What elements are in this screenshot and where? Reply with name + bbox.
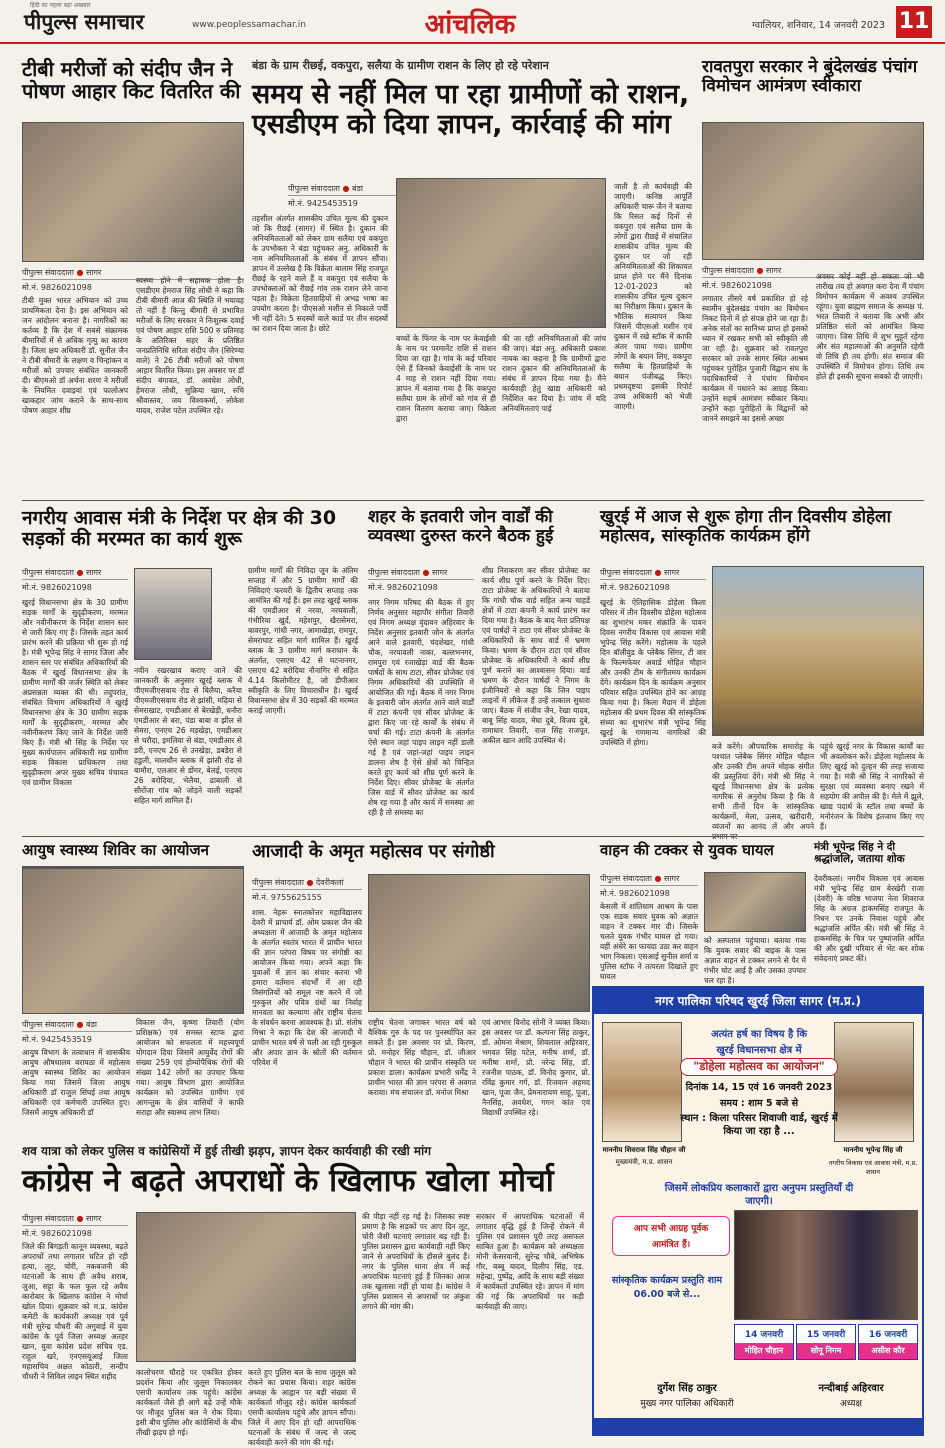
body-col-2: बच्चों के फिंगर के नाम पर केवाईसी के नाम पर परमानेंट राशि से राशन दिया जा रहा है। गांव के कई परिवार ऐसे हैं जिनको केवाईसी के नाम पर 4 माह से राशन नहीं दिया गया। ज्ञापन में बताया गया है कि वकपुरा सलैया ग्राम के लोगों को गांव से ही राशन वितरण कराया जाए। विक्रेता द्वारा: [396, 334, 496, 423]
program-time: सांस्कृतिक कार्यक्रम प्रस्तुति शाम 06.00 बजे से...: [611, 1275, 723, 1300]
body-col-1: नगर निगम परिषद की बैठक में हुए निर्णय अनुसार महापौर संगीता तिवारी एवं निगम अध्यक्ष वृंदावन अहिरवार के निर्देश अनुसार इतवारी जोन के अंतर्गत आने वाले इतवारी, चंदशेखर, गांधी चौक, नरयावली नाका, बल्लभनगर, रामपुरा एवं रजाखेड़ा वार्ड की बैठक पार्षदों के साथ टाटा, सीवर प्रोजेक्ट एवं निगम अधिकारियों की उपस्थिति में आयोजित की गई। बैठक में नगर निगम के इतवारी जोन अंतर्गत आने वाले वार्डों में टाटा कंपनी एवं सीवर प्रोजेक्ट के द्वारा किए जा रहे कार्यों के संबंध में चर्चा की गई। टाटा कंपनी के अंतर्गत ऐसे स्थान जहां पाइप लाइन नहीं डाली गई है एवं जहां-जहां पाइप लाइन डालना शेष है ऐसे क्षेत्रों को चिन्हित करते हुए कार्य को शीघ्र पूर्ण करने के निर्देश दिए। सीवर प्रोजेक्ट के अंतर्गत जिस वार्ड में सीवर प्रोजेक्ट का कार्य शेष रह गया है और कार्य में समस्या आ रही है तो समस्या का: [368, 598, 474, 817]
photo-dohela-fort: [712, 566, 924, 736]
ad-footer-bar: [594, 1418, 922, 1434]
byline-name: पीपुल्स संवाददाता: [22, 1020, 74, 1029]
invite-line-1: अत्यंत हर्ष का विषय है कि: [710, 1029, 808, 1040]
photo-seminar: [368, 874, 590, 1012]
photo-injured-youth: [704, 872, 806, 932]
byline-name: पीपुल्स संवाददाता: [600, 568, 652, 577]
body-col-3: ग्रामीण मार्गों की निविदा जून के अंतिम सप्ताह में और 5 ग्रामीण मार्गों की निविदाएं फरवरी के द्वितीय सप्ताह तक आमंत्रित की गई हैं। इस तरह खुरई ब्लाक की एमडीआर से नरवा, नरयवाली, गंभीरिया खुर्द, महेशपुर, खैरासेमरा, बावरपुर, गांधी नगर, आमाखेड़ा, रामपुर, सेमराघाट सहित मार्ग शामिल हैं। खुरई ब्लाक के 3 ग्रामीण मार्ग कराधान के अंतर्गत, एसएच 42 से घटनानगर, एसएच 42 बरोदिया नौनागिर से सहित 4.14 किलोमीटर है, जो डीपीआर स्वीकृति के लिए विचाराधीन है। खुरई विधानसभा क्षेत्र में 30 सड़कों की मरम्मत कराई जाएगी।: [248, 566, 359, 715]
body-col-4: की पीड़ा नहीं रह गई है। जिसका स्पष्ट प्रमाण है कि सड़कों पर आए दिन लूट, चोरी जैसी घटनाएं लगातार बढ़ रही हैं। पुलिस प्रशासन द्वारा कार्यवाही नहीं किए जाने से अपराधियों के हौसले बुलंद हैं। नगर के पुलिस थाना क्षेत्र में कई अपराधिक घटनाएं हुई हैं जिनका आज तक खुलासा नहीं हो पाया है। कांग्रेस ने पुलिस प्रशासन से अपराधों पर अंकुश लगाने की मांग की।: [362, 1212, 470, 1311]
ad-header: नगर पालिका परिषद खुरई जिला सागर (म.प्र.): [594, 988, 922, 1014]
byline: पीपुल्स संवाददाता ● सागर: [368, 566, 474, 580]
officer-name: दुर्गेश सिंह ठाकुर: [657, 1383, 717, 1394]
byline-name: पीपुल्स संवाददाता: [22, 568, 74, 577]
mobile: मो.नं. 9425453519: [22, 1035, 92, 1044]
body-col-1: तहसील अंतर्गत शासकीय उचित मूल्य की दुकान जो कि रीछई (सागर) में स्थित है। दुकान की अनियमितताओं को लेकर ग्राम सलैया एवं वकपुरा के उपभोक्ता ने बंडा पहुंचकर अनु. अधिकारी के नाम अनियमितताओं के संबंध में ज्ञापन सौंपा। ज्ञापन में उल्लेख है कि विक्रेता बालाम सिंह राजपूत रीछई के रहने वाले हैं व वकपुरा एवं सलैया के उपभोक्ताओं को रीछई गांव तक राशन लेने जाना पड़ता है। विक्रेता हितग्राहियों से अभद्र भाषा का उपयोग करता है। पीएसओ मशीन से निकाले पर्ची भी नहीं देते। 5 सदस्यों वाले कार्ड पर तीन सदस्यों का राशन दिया जाता है। छोटे: [252, 214, 388, 333]
body-col-2: स्वस्थ्य होने में सहायक होता है। एसडीएम हेमराज सिंह लोधी ने कहा कि टीबी बीमारी आज की स्थिति में भयावह तो नहीं है किन्तु बीमारी से प्रभावित मरीजों के लिए सरकार ने निःशुल्क दवाई एवं पोषण आहार राशि 500 रु प्रतिमाह के अतिरिक्त सहर के प्रतिष्ठित जनप्रतिनिधि सरिता संदीप जैन (सिरेण्या वाले) ने 26 टीबी मरीजों को पोषण आहार वितरित किया। इस अवसर पर डॉ संदीप बंगावत, डॉ. अवधेश लोधी, हेमराज लोधी, सुक्रिया खान, रुचि श्रीवास्तव, जय विश्वकर्मा, लोकेश यादव, राजेश पटेल उपस्थित रहे।: [136, 276, 244, 415]
byline: पीपुल्स संवाददाता ● देवरीकलां: [252, 876, 362, 890]
headline: टीबी मरीजों को संदीप जैन ने पोषण आहार किट वितरित की: [22, 57, 241, 104]
event-time: समय : शाम 5 बजे से: [719, 1098, 799, 1109]
body-col-1: टीबी मुक्त भारत अभियान को उच्च प्राथमिकता देना है। इस अभियान को जन आंदोलन बनाना है। नागरिकों का कर्तव्य है कि देश में सबसे संक्रामक बीमारियों में से अधिक गृत्यु का कारण है। जिला क्षय अधिकारी डॉ. सुनील जैन ने टीबी बीमारी के लक्षण व चिन्हांकन व मरीजों को उपचार संबंधित जानकारी दी। बीएमओ डॉ अर्चना शरण ने मरीजों के नियमित दवाइयां एवं फालोअप खाकहार जांच कराने के साथ-साथ पोषण आहार शीघ्र: [22, 296, 128, 415]
headline: नगरीय आवास मंत्री के निर्देश पर क्षेत्र की 30 सड़कों की मरम्मत का कार्य शुरू: [22, 507, 337, 551]
appeal-badge: [612, 1216, 730, 1256]
day-artist: असीस कौर: [859, 1343, 917, 1359]
body-col-1: केसली में शांतिधाम आश्रम के पास एक सडक सवार युवक को अज्ञात वाहन ने टक्कर मार दी। जिसके चलते युवक गंभीर घायल हो गया। वहीं अंधेरे का फायदा उठा कर वाहन भाग निकला। एसआई सुनील शर्मा व पुलिस स्टॉफ ने तत्परता दिखाते हुए घायल: [600, 902, 698, 981]
byline: पीपुल्स संवाददाता ● सागर: [22, 566, 128, 580]
body-col-2: अवसर कोई नहीं हो सकता जो भी तारीख तय हो अवगत करा देना मैं पंचांग विमोचन कार्यक्रम में अवश्य उपस्थित रहूंगा। युवा ब्राह्मण समाज के अध्यक्ष पं. भरत तिवारी ने बताया कि अभी और प्रतिष्ठित संतों को आमंत्रित किया जाएगा। जिस तिथि में शुभ मुहूर्त रहेगा और संत महात्माओं की अनुमति रहेगी वो तिथि ही तय होगी। संत समाज की उपस्थिति में विमोचन होगा। तिथि तय होते ही इसकी सूचना सबको दी जाएगी।: [816, 272, 924, 381]
brand-tag: हिंदी का पहला बड़ा अखबार: [30, 2, 91, 9]
byline-name: पीपुल्स संवाददाता: [600, 874, 652, 883]
body-col-5: सरकार में आपराधिक घटनाओं में लगातार वृद्धि हुई है जिन्हें रोकने में पुलिस एवं प्रशासन पूरी तरह असफल साबित हुआ है। कार्यक्रम को अध्यक्षता मोनी केसरवानी, सुरेन्द्र चौबे, अभिषेक गौर, बब्बू यादव, दिलीप सिंह, एड. महेन्द्रा, पुष्पेंद्र, आदि के साथ बड़ी संख्या में कार्यकर्ता उपस्थित रहे। ज्ञापन में मांग की गई कि अपराधियों पर कड़ी कार्यवाही की जाए।: [476, 1212, 584, 1311]
mobile: मो.नं. 9755625155: [252, 893, 322, 902]
president-title: अध्यक्ष: [840, 1399, 862, 1409]
day-artist: मोहित चौहान: [735, 1343, 793, 1359]
byline-name: पीपुल्स संवाददाता: [702, 266, 754, 275]
story-ration: [252, 58, 692, 498]
headline: रावतपुरा सरकार ने बुंदेलखंड पंचांग विमोचन आमंत्रण स्वीकारा: [702, 57, 918, 97]
event-title: "डोहेला महोत्सव का आयोजन": [680, 1058, 838, 1076]
body-col-3: एवं आभार विनोद सोनी ने व्यक्त किया। इस अवसर पर डॉ. कल्पना सिंह ठाकुर, डॉ. ओमना मेश्राम, शिवलाल अहिरवार, भगवत सिंह पटेल, मनीष शर्मा, डॉ. मनीषा शर्मा, प्रो. नरेन्द्र सिंह, डॉ. रजनीश पाठक, डॉ. विनोद कुमार, प्रो. रविंद्र कुमार गर्ग, डॉ. रिजवान अहमद खान, पूजा जैन, प्रेमनारायण साहू, पूजा, नैनसिंह, अवधेश, गगन कांत एवं विद्यार्थी उपस्थित रहे।: [482, 1018, 590, 1117]
byline-place: सागर: [432, 568, 448, 577]
day-date: 15 जनवरी: [806, 1330, 846, 1340]
divider: [22, 500, 924, 501]
mobile: मो.नं. 9425453519: [288, 199, 358, 208]
story-mahotsav: [600, 508, 924, 832]
brand-logo: पीपुल्स समाचार: [24, 10, 145, 34]
byline-place: सागर: [664, 874, 680, 883]
headline: आयुष स्वास्थ्य शिविर का आयोजन: [22, 841, 209, 859]
byline-name: पीपुल्स संवाददाता: [22, 1214, 74, 1223]
day-card-2: [796, 1324, 856, 1360]
cm-portrait: [602, 1022, 682, 1142]
body-col-2: कालोचरण चौराहे पर एकत्रित होकर प्रदर्शन किया और जुलूस निकालकर एसपी कार्यालय तक पहुंचे। कांग्रेस कार्यकर्ता जैसे ही आगे बढ़े उन्हें मौके पर मौजूद पुलिस बल ने रोक दिया। इसी बीच पुलिस और कांग्रेसियों के बीच तीखी झड़प हो गई।: [136, 1368, 242, 1437]
day-date: 16 जनवरी: [868, 1330, 908, 1340]
minister-title: नगरीय विकास एवं आवास मंत्री, म.प्र. शासन: [828, 1159, 918, 1176]
body-col-1: आयुष विभाग के तत्वाधान में शासकीय आयुष औषधालय बरायठा में महोत्सव आयुष स्वास्थ्य शिविर का आयोजन किया गया जिसमें जिला आयुष अधिकारी डॉ राजुल सिंघई तथा आयुष अधिकारी एवं कर्मचारी उपस्थित हुए। जिसमें आयुष अधिकारी डॉ: [22, 1048, 130, 1117]
body-col-3: की जा रही अनियमितताओं की जांच की जाए। बंडा अनु. अधिकारी प्रकाश नायक का कहना है कि ग्रामीणों द्वारा राशन दुकान की अनियमितताओं के संबंध में ज्ञापन दिया गया है। मैंने कार्यवाही हेतु खाद्य अधिकारी को निर्देशित कर दिया है। जांच में यदि अनियमितताएं पाई: [502, 334, 606, 413]
byline-name: पीपुल्स संवाददाता: [252, 878, 304, 887]
cm-name: माननीय शिवराज सिंह चौहान जी: [602, 1146, 686, 1154]
byline-place: सागर: [86, 1214, 102, 1223]
ad-dohela-mahotsav: [592, 986, 924, 1436]
site-url: www.peoplessamachar.in: [192, 20, 306, 30]
body-col-4: जाती है तो कार्यवाही की जाएगी। कनिष्ठ आपूर्ति अधिकारी चारू जैन ने बताया कि रिसत कई दिनों से वकपुरा एवं सलैया ग्राम के लोगों द्वारा रीछई में संचालित शासकीय उचित मूल्य की दुकान पर जो रही अनियमितताओं की शिकायत प्राप्त होने पर मैंने दिनांक 12-01-2023 को शासकीय उचित मूल्य दुकान का निरीक्षण किया। दुकान के भौतिक सत्यापन किया जिसमें पीएसओ मशीन एवं दुकान में रखे स्टॉक में काफी अंतर पाया गया। ग्रामीण लोगों के बयान लिए, वकपुरा सलैया के हितग्राहियों के बयान पंजीबद्ध किए। प्रथमदृष्टया इसकी रिपोर्ट उच्च अधिकारी को भेजी जाएगी।: [614, 182, 692, 411]
byline-place: सागर: [86, 268, 102, 277]
divider: [22, 836, 924, 837]
byline: पीपुल्स संवाददाता ● बंडा: [22, 1018, 132, 1032]
byline-place: सागर: [86, 568, 102, 577]
byline-name: पीपुल्स संवाददाता: [368, 568, 420, 577]
mobile: मो.नं. 9826021098: [702, 281, 772, 290]
headline: कांग्रेस ने बढ़ते अपराधों के खिलाफ खोला मोर्चा: [22, 1163, 554, 1199]
headline: शहर के इतवारी जोन वार्डों की व्यवस्था दुरुस्त करने बैठक हुई: [368, 507, 554, 547]
mobile: मो.नं. 9826021098: [22, 283, 92, 292]
body-col-1: देवरीकलां। नगरीय विकास एवं आवास मंत्री भूपेन्द्र सिंह ग्राम बेरखेरी राजा (देवरी) के वरिष्ठ भाजपा नेता शिवराज सिंह के अग्रज हाकमसिंह राजपूत के निधन पर उनके निवास पहुंचे और श्रद्धांजलि अर्पित की। मंत्री श्री सिंह ने हाकमसिंह के चित्र पर पुष्पांजलि अर्पित की और दुखी परिवार से भेंट कर शोक संवेदनाएं प्रकट कीं।: [814, 874, 924, 963]
byline: पीपुल्स संवाददाता ● सागर: [600, 872, 698, 886]
appeal-line-1: आप सभी आग्रह पूर्वक: [633, 1224, 709, 1234]
story-tribute: [814, 842, 924, 982]
body-col-2: को अस्पताल पहुंचाया। बताया गया कि युवक सवार की बाइक के पास अज्ञात वाहन से टक्कर लगने से पैर में गंभीर चोट आई है और उसका उपचार चल रहा है।: [704, 936, 806, 985]
story-itwari: [368, 508, 590, 832]
byline: पीपुल्स संवाददाता ● सागर: [22, 266, 244, 280]
body-col-1: खुरई विधानसभा क्षेत्र के 30 ग्रामीण सड़क मार्गों के सुदृढ़ीकरण, मरम्मत और नवीनीकरण के निर्देश शासन स्तर से जारी किए गए हैं। जिसके तहत कार्य प्रारंभ करने की प्रक्रिया भी शुरू हो गई है। मंत्री भूपेन्द्र सिंह ने सागर जिला और शासन स्तर पर संबंधित अधिकारियों की बैठक में खुरई विधानसभा क्षेत्र के ग्रामीण मार्गों की जर्जर स्थिति को लेकर अप्रसन्नता व्यक्त की थी। तदुपरांत, संबंधित विभाग अधिकारियों ने खुरई विधानसभा क्षेत्र के 30 ग्रामीण सड़क मार्गों के सुदृढ़ीकरण, मरम्मत और नवीनीकरण किए जाने के निर्देश जारी किए हैं। मंत्री श्री सिंह के निर्देश पर मुख्य कार्यपालन अधिकारी मप्र ग्रामीण सड़क विकास प्राधिकरण तथा सुदृढ़ीकरण अपर मुख्य सचिव पंचायत एवं ग्रामीण विकास: [22, 598, 128, 787]
body-col-3: करते हुए पुलिस बल के साथ जुलूस को रोकने का प्रयास किया। शहर कांग्रेस अध्यक्ष के आह्वान पर बड़ी संख्या में कार्यकर्ता मौजूद रहे। कांग्रेस कार्यकर्ता एसपी कार्यालय पहुंचे और ज्ञापन सौंपा। जिले में आए दिन हो रही आपराधिक घटनाओं के संबंध में जल्द से जल्द कार्यवाही करने की मांग की गई।: [248, 1368, 356, 1447]
byline-name: पीपुल्स संवाददाता: [22, 268, 74, 277]
headline: आजादी के अमृत महोत्सव पर संगोष्ठी: [252, 841, 495, 862]
headline: वाहन की टक्कर से युवक घायल: [600, 841, 774, 859]
headline: मंत्री भूपेन्द्र सिंह ने दी श्रद्धांजलि, जताया शोक: [814, 841, 905, 865]
mobile: मो.नं. 9826021098: [600, 583, 670, 592]
story-rawatpura: [702, 58, 924, 498]
byline: पीपुल्स संवाददाता ● सागर: [702, 264, 924, 278]
event-venue: स्थान : किला परिसर शिवाजी वार्ड, खुरई में किया जा रहा है ...: [680, 1113, 838, 1137]
officer-title: मुख्य नगर पालिका अधिकारी: [640, 1399, 734, 1409]
minister-name: माननीय भूपेन्द्र सिंह जी: [843, 1146, 903, 1154]
photo-ration-memorandum: [396, 178, 606, 328]
body-col-2: राष्ट्रीय चेतना जगाकर भारत वर्ष को वैश्विक गुरु के पद पर पुनर्स्थापित कर सकते हैं। इस अवसर पर प्रो. किरण, प्रो. मनोहर सिंह चौहान, डॉ. जीआर चौहान ने भारत की प्राचीन संस्कृति पर प्रकाश डाला। कार्यक्रम प्रभारी धर्मेंद्र ने प्राचीन भारत की ज्ञान परंपरा से अवगत कराया। मंच संचालन डॉ. मनोज मिश्रा: [368, 1018, 476, 1097]
day-date: 14 जनवरी: [744, 1330, 784, 1340]
headline: खुरई में आज से शुरू होगा तीन दिवसीय डोहेला महोत्सव, सांस्कृतिक कार्यक्रम होंगे: [600, 507, 891, 547]
story-azadi: [252, 842, 590, 1138]
body-col-1: जिले की बिगड़ती कानून व्यवस्था, बढ़ते अपराधों तथा लगातार घटित हो रही हत्या, लूट, चोरी, नकबजनी की घटनाओं के साथ ही अवैध शराब, जुआ, सट्टा के फल फूल रहे अवैध कारोबार के खिलाफ कांग्रेस ने मोर्चा खोल दिया। शुक्रवार को म.प्र. कांग्रेस कमेटी के कार्यकारी अध्यक्ष एवं पूर्व मंत्री सुरेन्द्र चौधरी की अगुवाई में युवा कांग्रेस के पूर्व जिला अध्यक्ष अतहर खान, युवा कांग्रेस प्रदेश सचिव एड. राहुल खरे, एनएसयूआई जिला महासचिव अक्षत कोठारी, सन्दीप चौधरी ने सिविल लाइन स्थित शहीद: [22, 1242, 128, 1381]
body-col-1: लगातार तीसरे वर्ष प्रकाशित हो रहे स्वामीन बुंदेलखंड पंचांग का विमोचन निकट दिनों में हो संपन्न होने जा रहा है। अनेक संतों का सानिध्य प्राप्त हो इसको ध्यान में रखकर सभी को स्वीकृति ली जा रही है। शुक्रवार को रावतपुरा सरकार को उनके सागर स्थित आश्रम पहुंचकर पुरोहित पुजारी विद्वान संघ के पदाधिकारियों ने पंचांग विमोचन कार्यक्रम में पधारने का आग्रह किया। उन्होंने सहर्ष आमंत्रण स्वीकार किया। उन्होंने कहा पुरोहितों के विद्वानों को जानने समझने का इससे अच्छा: [702, 294, 808, 423]
section-title: आंचलिक: [424, 9, 516, 40]
byline: पीपुल्स संवाददाता ● बंडा: [288, 182, 398, 196]
story-awas: [22, 508, 358, 832]
invite-line-2: खुरई विधानसभा क्षेत्र में: [716, 1045, 802, 1056]
mobile: मो.नं. 9826021098: [600, 889, 670, 898]
mobile: मो.नं. 9826021098: [22, 1229, 92, 1238]
body-col-1: शास. नेहरू स्नातकोत्तर महाविद्यालय देवरी में प्राचार्य डॉ. ओम प्रकाश जैन की अध्यक्षता में आजादी के अमृत महोत्सव के अंतर्गत स्वतंत्र भारत में प्राचीन भारत की ज्ञान परंपरा विषय पर संगोष्ठी का आयोजन किया गया। अपने कहा कि युवाओं में ज्ञान का संचार करना भी हमारा वर्तमान संदर्भों में आ रही विसंगतियों को समूल नष्ट करने में जो गुरुकुल और पवित्र ग्रंथों का निर्वाह मानवता का कल्याण और राष्ट्रीय चेतना के संवर्धन करना आवश्यक है। प्रो. संतोष मिश्रा ने कहा कि देश की आजादी में प्राचीन भारत वर्ष से चली आ रही गुरुकुल और अपार ज्ञान के स्रोतों की वर्तमान परिवेश में: [252, 908, 362, 1067]
byline-place: बंडा: [352, 184, 363, 193]
body-col-2: विकास जैन, कृष्णा तिवारी (योग प्रशिक्षक) एवं समस्त स्टाफ द्वारा आयोजन को सफलता में महत्त्वपूर्ण योगदान दिया जिसमें आयुर्वेद रोगों की संख्या 259 एवं होम्योपैथिक रोगों की संख्या 142 लोगों का उपचार किया गया। आयुष विभाग द्वारा आयोजित कार्यक्रम को उपस्थित ग्रामीण एवं आगन्तुक के क्षेत्र वासियों ने काफी सराहा और स्वास्थ्य लाभ लिया।: [136, 1018, 244, 1117]
story-ayush-body: [22, 1018, 244, 1138]
byline-place: सागर: [766, 266, 782, 275]
masthead: [0, 0, 945, 44]
mobile: मो.नं. 9826021098: [368, 583, 438, 592]
cm-title: मुख्यमंत्री, म.प्र. शासन: [615, 1158, 673, 1166]
kicker: शव यात्रा को लेकर पुलिस व कांग्रेसियों में हुई तीखी झड़प, ज्ञापन देकर कार्यवाही की रखी मांग: [22, 1144, 431, 1158]
president-name: नन्दीबाई अहिरवार: [818, 1383, 884, 1394]
kicker: बंडा के ग्राम रीछई, वकपुरा, सलैया के ग्रामीण राशन के लिए हो रहे परेशान: [252, 59, 549, 72]
byline-place: बंडा: [86, 1020, 97, 1029]
body-col-3: बजे करेंगे। औपचारिक समारोह के पश्चात प्लेबैक सिंगर मोहित चौहान और उनकी टीम अपने मोहक संगीत की प्रस्तुतियां देंगे। मंत्री श्री सिंह ने खुरई विधानसभा क्षेत्र के प्रत्येक नागरिक से अनुरोध किया है कि वे सभी तीनों दिन के सांस्कृतिक कार्यक्रमों, मेला, उत्सव, खरीदारी, व्यंजनों का आनंद लें और अपने: [712, 742, 814, 831]
artists-intro: जिसमें लोकप्रिय कलाकारों द्वारा अनुपम प्रस्तुतियाँ दी जाएगी।: [664, 1183, 854, 1207]
byline: पीपुल्स संवाददाता ● सागर: [22, 1212, 128, 1226]
photo-tb-kit-distribution: [22, 122, 244, 262]
appeal-line-2: आमंत्रित हैं।: [651, 1240, 691, 1250]
day-artist: सोनू निगम: [797, 1343, 855, 1359]
body-col-4: पहुंचे खुरई नगर के विकास कार्यों का भी अवलोकन करें। डोहेला महोत्सव के लिए खुरई को दुल्हन की तरह सजाया गया है। मंत्री श्री सिंह ने नागरिकों से सुरक्षा एवं व्यवस्था बनाए रखने में सहयोग की अपील की है। मेले में झूले, खाद्य पदार्थ के स्टॉल तथा बच्चों के मनोरंजन के विशेष इंतजाम किए गए हैं।: [820, 742, 924, 831]
page-number: 11: [896, 6, 932, 38]
mobile: मो.नं. 9826021098: [22, 583, 92, 592]
day-card-3: [858, 1324, 918, 1360]
body-col-2: नवीन रखरखाव कराए जाने की जानकारी के अनुसार खुरई ब्लाक में पीएमजीएसवाय रोड से बिलैया, करैया पीएमजीएसवाय रोड से झांसी, मढ़िया से सेमराखाट, एमडीआर से बेरखेड़ी, धनौरा एमडीआर से बरा, पंडा बाबा व झील से सेमरा, एनएच 26 मड़खेड़ा, एमडीआर से चरौदा, इमलिया से बंडा, एमडीआर से डरी, एनएच 26 से उनखेड़ा, डबडेरा से हडुली, मालथौन ब्लाक में झांसी रोड से बामौरा, एलआर से डोंगर, बेलई, एनएच 26 बरोदिया, भेलैया, ढाबाली से सीरोंजा गांव को जोड़ने वाली सड़कों सहित मार्ग शामिल हैं।: [134, 666, 242, 805]
byline-name: पीपुल्स संवाददाता: [288, 184, 340, 193]
byline-place: सागर: [664, 568, 680, 577]
artists-photo: [734, 1210, 918, 1320]
byline: पीपुल्स संवाददाता ● सागर: [600, 566, 706, 580]
dateline: ग्वालियर, शनिवार, 14 जनवरी 2023: [752, 20, 885, 31]
byline-place: देवरीकलां: [316, 878, 344, 887]
photo-minister-portrait: [134, 568, 212, 660]
story-tb: [22, 58, 244, 498]
headline: समय से नहीं मिल पा रहा ग्रामीणों को राशन, एसडीएम को दिया ज्ञापन, कार्रवाई की मांग: [252, 79, 690, 141]
photo-rawatpura: [702, 122, 924, 260]
minister-portrait: [834, 1022, 914, 1142]
story-congress: [22, 1142, 584, 1447]
event-dates: दिनांक 14, 15 एवं 16 जनवरी 2023: [685, 1082, 833, 1093]
story-accident: [600, 841, 806, 985]
photo-ayush-camp-image: [22, 868, 244, 1014]
photo-congress-protest: [136, 1212, 356, 1362]
body-col-1: खुरई के ऐतिहासिक डोहेला किला परिसर में तीन दिवसीय डोहेला महोत्सव का शुभारंभ मकर संक्रांति के पावन दिवस नगरीय विकास एवं आवास मंत्री भूपेन्द्र सिंह करेंगे। महोत्सव के पहले दिन बॉलीवुड के प्लेबैक सिंगर, टी वार के फिल्मफेयर अवार्ड मोहित चौहान और उनकी टीम के संगीतमय कार्यक्रम देंगे। कार्यक्रम दिन के कार्यक्रम अनुसार परिवार सहित उपस्थित होने का आग्रह किया गया है। किला मैदान में डोहेला महोत्सव की प्रथम दिवस की सांस्कृतिक संध्या का शुभारंभ मंत्री भूपेन्द्र सिंह खुरई के गणमान्य नागरिकों की उपस्थिति में होगा।: [600, 598, 706, 747]
body-col-2: शीघ्र निराकरण कर सीवर प्रोजेक्ट का कार्य शीघ्र पूर्ण करने के निर्देश दिए। टाटा प्रोजेक्ट के अधिकारियों ने बताया कि गांधी चौक वार्ड सहित अन्य चाहडें क्षेत्रों में टाटा कंपनी ने कार्य प्रारंभ कर दिया गया है। बैठक के बाद नेता प्रतिपक्ष एवं पार्षदों ने टाटा एवं सीवर प्रोजेक्ट के अधिकारियों के साथ वार्ड में भ्रमण किया। भ्रमण के दौरान टाटा एवं सीवर प्रोजेक्ट के अधिकारियों ने कार्य शीघ्र पूर्ण कराने का आश्वासन दिया। वार्ड भ्रमण के दौरान पार्षदों ने निगम के इंजीनियरों से कहा कि जिन पाइप लाइनों में लीकेज हैं उन्हें तत्काल सुधारा जाए। बैठक में संजीव जैन, रेखा यादव, बाबू सिंह यादव, मेघा दुबे, विजय दुबे, रामाधार तिवारी, राज सिंह राजपूत, अकील खान आदि उपस्थित थे।: [482, 566, 590, 745]
day-card-1: [734, 1324, 794, 1360]
